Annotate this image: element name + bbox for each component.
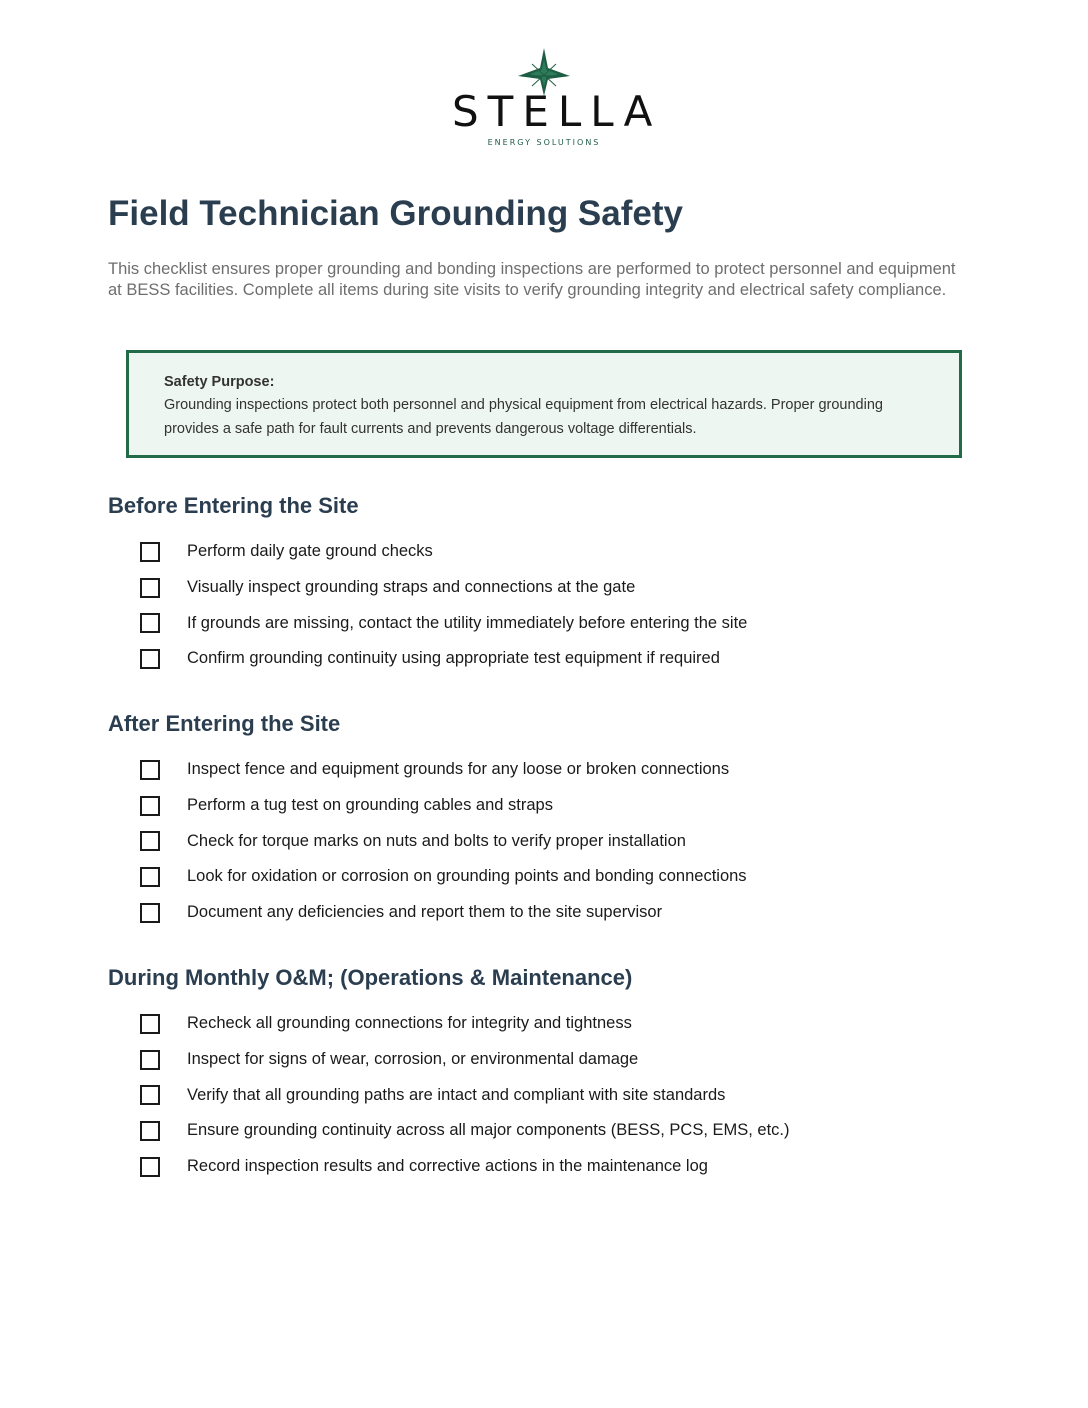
checklist-item — [140, 859, 747, 895]
checklist-item — [140, 605, 747, 641]
checklist-item — [140, 1006, 790, 1042]
intro-paragraph: This checklist ensures proper grounding and bonding inspections are performed to protect personnel and equipment at BESS facilities. Complete all items during site visits to verify grounding integrity and electrical safety compliance. — [108, 260, 956, 299]
logo-tagline: ENERGY SOLUTIONS — [487, 138, 601, 147]
checkbox[interactable] — [140, 760, 160, 780]
section-heading-before-entering: Before Entering the Site — [108, 493, 359, 518]
section-heading-monthly-om: During Monthly O&M; (Operations & Maintenance) — [108, 965, 633, 990]
checklist-item-label: If grounds are missing, contact the utility immediately before entering the site — [187, 613, 748, 632]
checklist-item — [140, 641, 747, 677]
checkbox[interactable] — [140, 542, 160, 562]
checklist-item-label: Perform a tug test on grounding cables and straps — [187, 796, 553, 815]
safety-purpose-title: Safety Purpose: — [164, 374, 275, 390]
checklist-item — [140, 895, 747, 931]
checklist-item-label: Perform daily gate ground checks — [187, 542, 433, 561]
checkbox[interactable] — [140, 613, 160, 633]
checklist-before-entering — [140, 534, 747, 677]
checklist-item — [140, 570, 747, 606]
section-heading-after-entering: After Entering the Site — [108, 711, 341, 736]
safety-purpose-text: Grounding inspections protect both personnel and physical equipment from electrical hazards. Proper grounding provides a safe path for fault currents and prevents dangerous voltage differentials. — [164, 397, 883, 437]
checklist-item — [140, 1149, 790, 1185]
checklist-item — [140, 788, 747, 824]
checkbox[interactable] — [140, 1014, 160, 1034]
checklist-after-entering — [140, 752, 747, 930]
checklist-item — [140, 823, 747, 859]
checklist-item — [140, 534, 747, 570]
checklist-item — [140, 1077, 790, 1113]
checkbox[interactable] — [140, 649, 160, 669]
checkbox[interactable] — [140, 1121, 160, 1141]
checklist-item — [140, 1042, 790, 1078]
logo-wordmark: STELLA — [452, 87, 662, 136]
checkbox[interactable] — [140, 867, 160, 887]
checklist-item-label: Verify that all grounding paths are intact and compliant with site standards — [187, 1085, 726, 1104]
checklist-item — [140, 752, 747, 788]
checklist-item-label: Inspect fence and equipment grounds for any loose or broken connections — [187, 760, 730, 779]
checklist-item-label: Inspect for signs of wear, corrosion, or environmental damage — [187, 1050, 639, 1069]
checkbox[interactable] — [140, 831, 160, 851]
checkbox[interactable] — [140, 796, 160, 816]
checklist-item-label: Ensure grounding continuity across all major components (BESS, PCS, EMS, etc.) — [187, 1121, 790, 1140]
checklist-item-label: Document any deficiencies and report them to the site supervisor — [187, 903, 663, 922]
checklist-item — [140, 1113, 790, 1149]
checkbox[interactable] — [140, 1085, 160, 1105]
checklist-item-label: Check for torque marks on nuts and bolts to verify proper installation — [187, 831, 686, 850]
checklist-item-label: Confirm grounding continuity using appropriate test equipment if required — [187, 649, 720, 668]
checkbox[interactable] — [140, 578, 160, 598]
company-logo — [444, 46, 662, 156]
page-title: Field Technician Grounding Safety — [108, 194, 683, 233]
checklist-item-label: Record inspection results and corrective actions in the maintenance log — [187, 1157, 708, 1176]
checklist-item-label: Recheck all grounding connections for integrity and tightness — [187, 1014, 632, 1033]
safety-purpose-box — [126, 350, 962, 458]
checkbox[interactable] — [140, 903, 160, 923]
checklist-item-label: Visually inspect grounding straps and connections at the gate — [187, 578, 636, 597]
checkbox[interactable] — [140, 1050, 160, 1070]
checkbox[interactable] — [140, 1157, 160, 1177]
checklist-monthly-om — [140, 1006, 790, 1184]
checklist-item-label: Look for oxidation or corrosion on grounding points and bonding connections — [187, 867, 747, 886]
